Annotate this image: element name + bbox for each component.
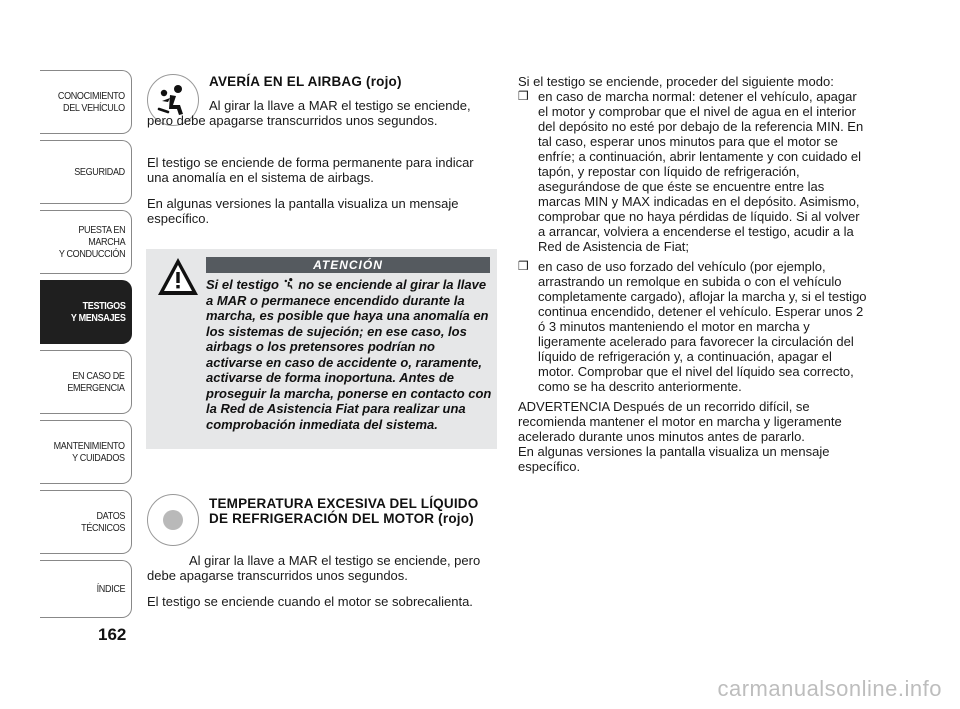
tab-label: EN CASO DE EMERGENCIA [67, 370, 125, 394]
right-column [518, 74, 870, 474]
tab-label: CONOCIMIENTO DEL VEHÍCULO [58, 90, 125, 114]
attention-banner: ATENCIÓN [206, 257, 490, 273]
list-item-text: en caso de marcha normal: detener el vehículo, apagar el motor y comprobar que el nivel de agua en el interior del depósito no esté por debajo de la referencia MIN. En tal caso, esperar unos minutos para que el motor se enfríe; a continuación, abrir lentamente y con cuidado el tapón, y repostar con líquido de refrigeración, asegurándose de que éste se encuentre entre las marcas MIN y MAX indicadas en el depósito. Asimismo, comprobar que no haya pérdidas de líquido. Si al volver a arrancar, volviera a encenderse el testigo, acudir a la Red de Asistencia de Fiat; [538, 89, 864, 254]
watermark: carmanualsonline.info [717, 676, 942, 701]
tab-testigos-y-mensajes[interactable] [40, 280, 132, 344]
tab-en-caso-de-emergencia[interactable] [40, 350, 132, 414]
procedure-intro: Si el testigo se enciende, proceder del siguiente modo: [518, 74, 834, 89]
airbag-warning-icon [283, 277, 295, 290]
tab-label: SEGURIDAD [74, 166, 125, 178]
airbag-paragraph: Al girar la llave a MAR el testigo se enciende, pero debe apagarse transcurridos unos segundos. [147, 98, 471, 128]
tab-indice[interactable] [40, 560, 132, 618]
tab-seguridad[interactable] [40, 140, 132, 204]
attention-box [146, 249, 497, 449]
tab-conocimiento-del-vehiculo[interactable] [40, 70, 132, 134]
display-message-note: En algunas versiones la pantalla visualiza un mensaje específico. [518, 444, 830, 474]
checkbox-bullet-icon: ❒ [518, 89, 529, 103]
airbag-paragraph: En algunas versiones la pantalla visualiza un mensaje específico. [147, 196, 459, 226]
tab-mantenimiento-y-cuidados[interactable] [40, 420, 132, 484]
coolant-temperature-icon [147, 494, 199, 546]
tab-label: DATOS TÉCNICOS [81, 510, 125, 534]
page-number: 162 [98, 625, 127, 644]
tab-datos-tecnicos[interactable] [40, 490, 132, 554]
temperature-section-title: TEMPERATURA EXCESIVA DEL LÍQUIDO DE REFRIGERACIÓN DEL MOTOR (rojo) [209, 496, 479, 526]
tab-label: ÍNDICE [96, 583, 125, 595]
attention-text-start: Si el testigo [206, 277, 283, 292]
temperature-paragraph: Al girar la llave a MAR el testigo se enciende, pero debe apagarse transcurridos unos segundos. [147, 553, 481, 583]
airbag-paragraph: El testigo se enciende de forma permanente para indicar una anomalía en el sistema de airbags. [147, 155, 474, 185]
advertencia-paragraph: ADVERTENCIA Después de un recorrido difícil, se recomienda mantener el motor en marcha y ligeramente acelerado durante unos minutos antes de pararlo. [518, 399, 842, 444]
tab-puesta-en-marcha[interactable] [40, 210, 132, 274]
temperature-paragraph: El testigo se enciende cuando el motor se sobrecalienta. [147, 594, 473, 609]
airbag-section-title: AVERÍA EN EL AIRBAG (rojo) [209, 74, 402, 89]
tab-label: PUESTA EN MARCHA Y CONDUCCIÓN [58, 224, 125, 260]
attention-text [150, 277, 492, 432]
attention-text-rest: no se enciende al girar la llave a MAR o permanece encendido durante la marcha, es posible que haya una anomalía en los sistemas de sujeción; en ese caso, los airbags o los pretensores podrían no activarse en caso de accidente o, raramente, activarse de forma inoportuna. Antes de proseguir la marcha, ponerse en contacto con la Red de Asistencia Fiat para realizar una comprobación inmediata del sistema. [206, 277, 492, 432]
checkbox-bullet-icon: ❒ [518, 259, 529, 273]
list-item [518, 259, 870, 394]
temperature-indicator-dot [163, 510, 183, 530]
list-item [518, 89, 870, 254]
tab-label: TESTIGOS Y MENSAJES [70, 300, 125, 324]
list-item-text: en caso de uso forzado del vehículo (por ejemplo, arrastrando un remolque en subida o con el vehículo completamente cargado), aflojar la marcha y, si el testigo continua encendido, detener el vehículo. Esperar unos 2 ó 3 minutos manteniendo el motor en marcha y ligeramente acelerado para favorecer la circulación del líquido de refrigeración y, a continuación, apagar el motor. Comprobar que el nivel del líquido sea correcto, como se ha descrito anteriormente. [538, 259, 867, 394]
tab-label: MANTENIMIENTO Y CUIDADOS [53, 440, 125, 464]
